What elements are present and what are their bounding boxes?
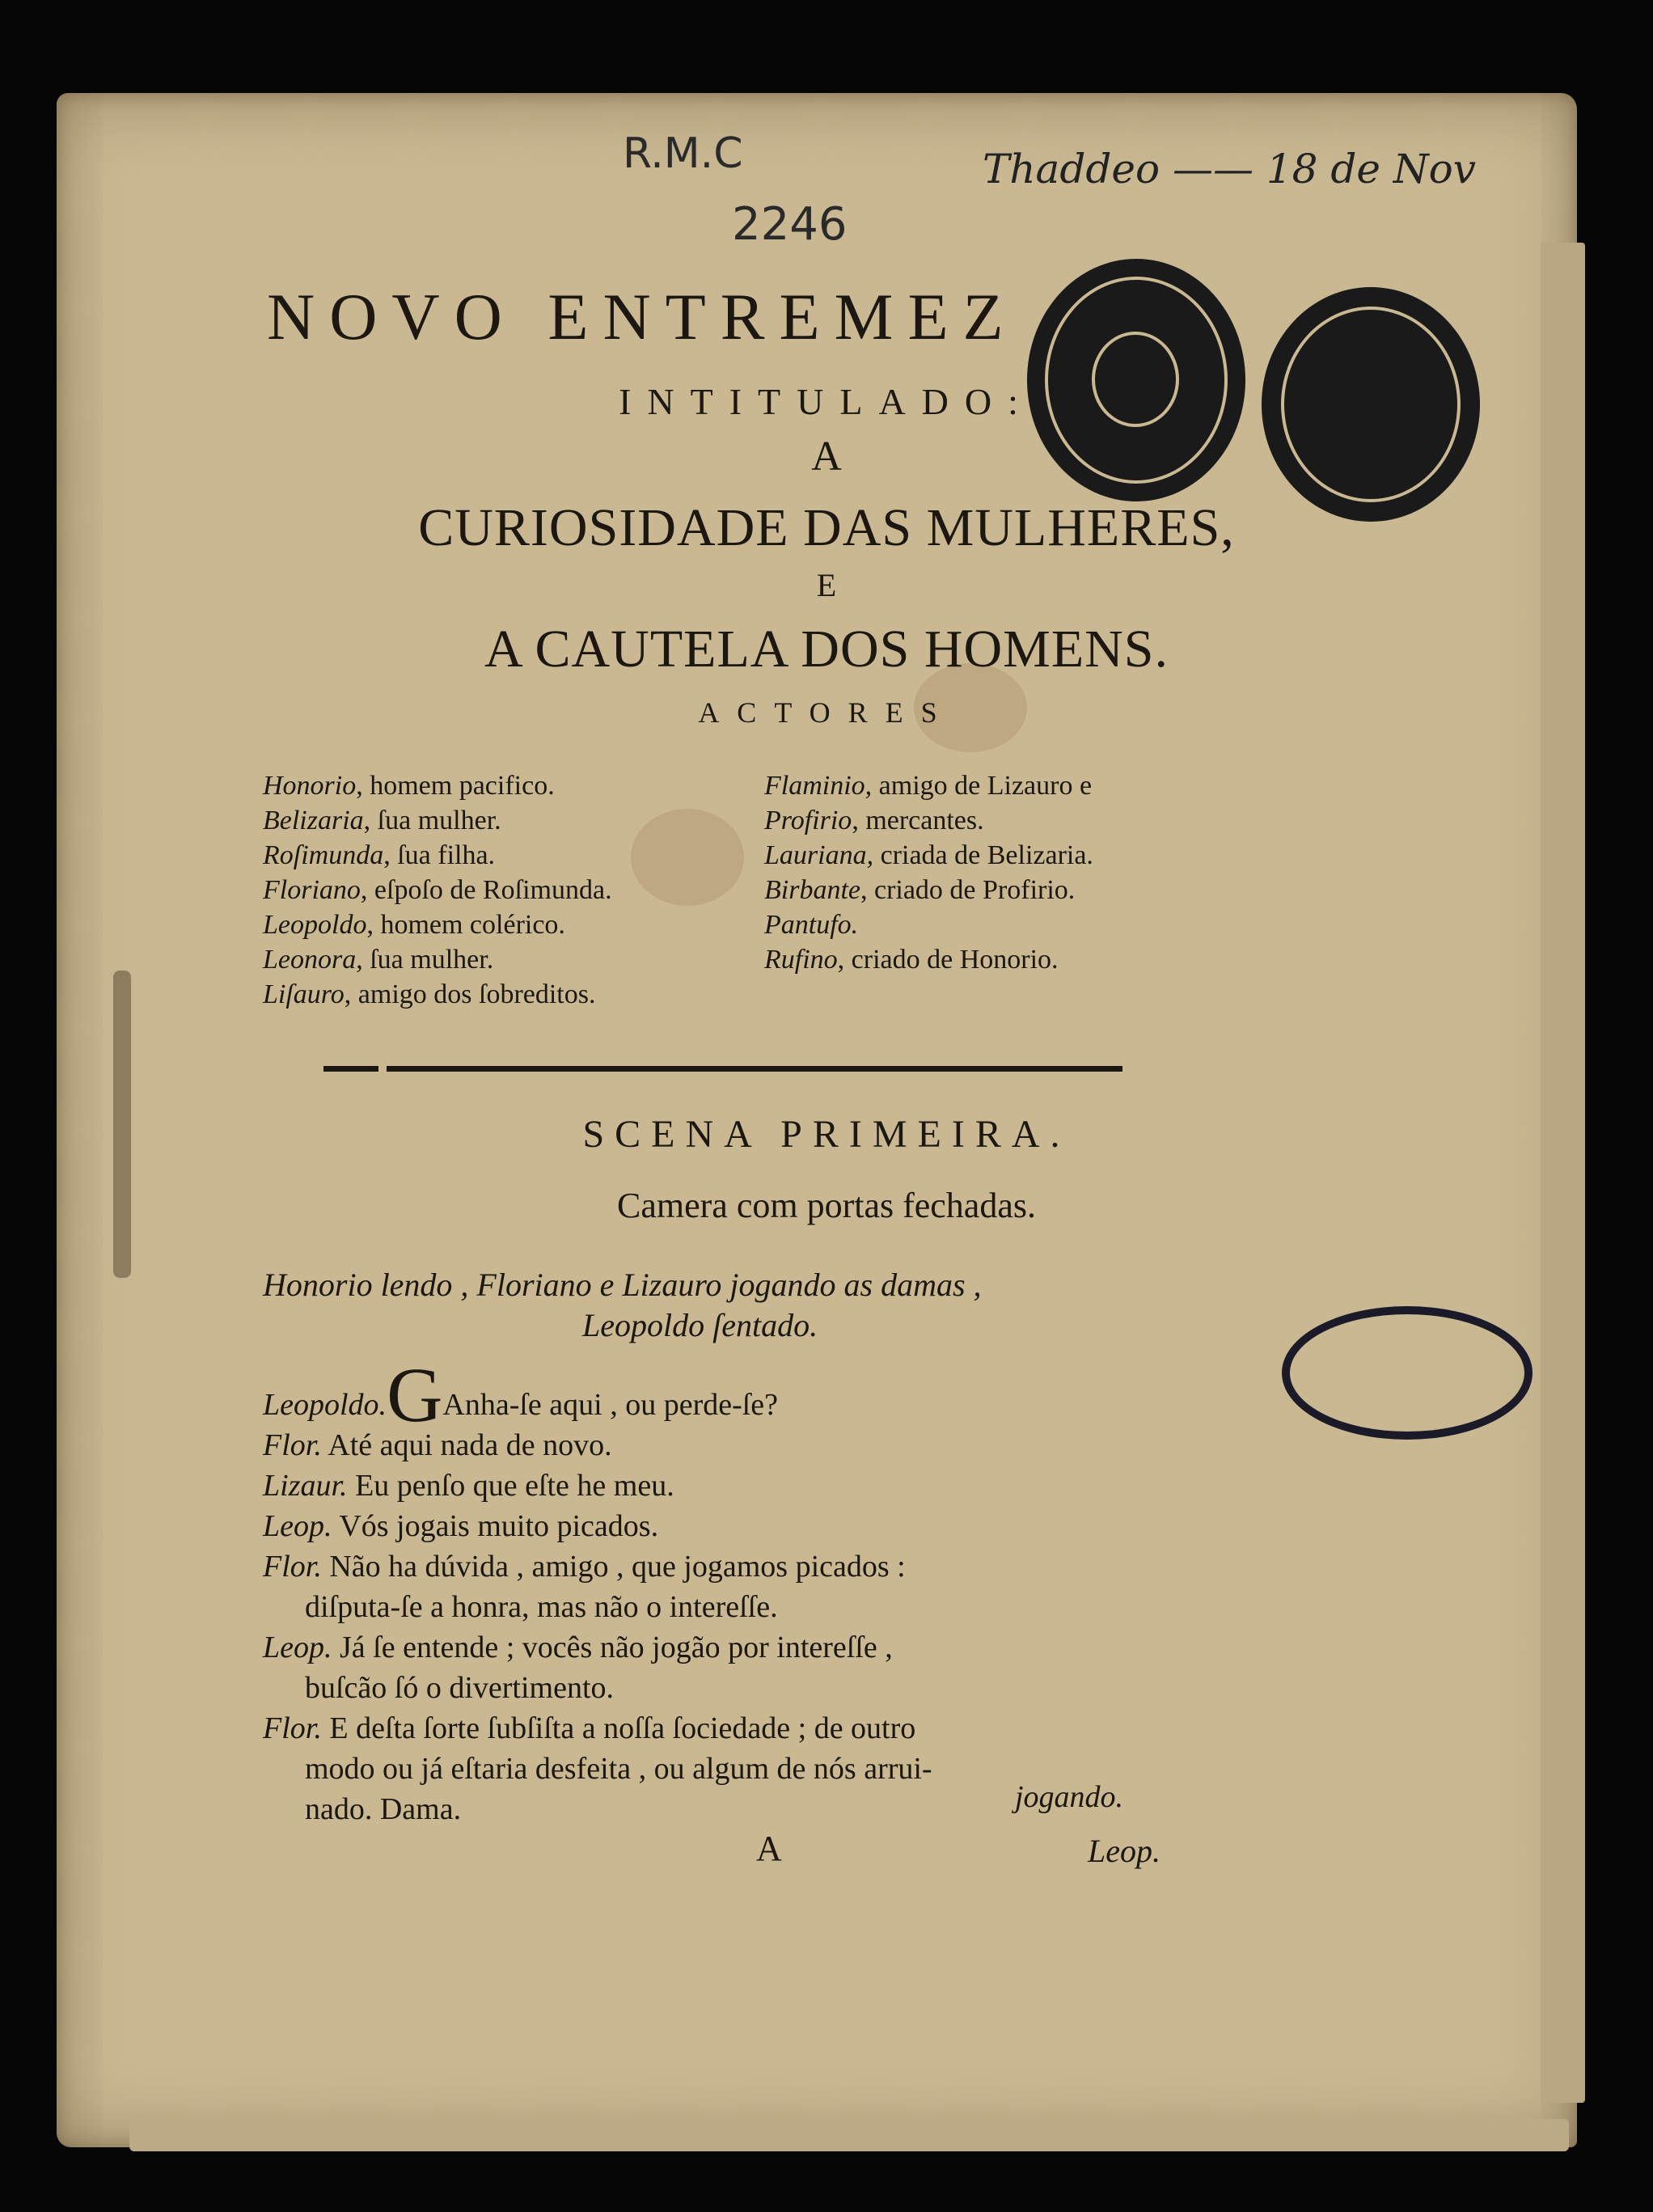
title-line-2: INTITULADO: [619,381,1034,422]
stage-note: jogando. [1015,1780,1124,1814]
dialogue-line: Flor. E deſta ſorte ſubſiſta a noſſa ſociedade ; de outro [263,1711,916,1745]
title-line-1: NOVO ENTREMEZ [267,280,1018,353]
dialogue-block [263,1351,1209,1829]
cast-entry: Liſauro, amigo dos ſobreditos. [263,979,596,1009]
signature-mark: A [756,1829,782,1868]
stage-direction: Honorio lendo , Floriano e Lizauro jogando as damas , [263,1267,982,1303]
cast-entry: Lauriana, criada de Belizaria. [764,840,1093,870]
catchword: Leop. [1088,1833,1160,1869]
handwritten-shelfmark: R.M.C [623,129,743,178]
scene-place: Camera com portas fechadas. [617,1186,1036,1225]
dialogue-line: buſcão ſó o divertimento. [305,1671,615,1705]
cast-entry: Profirio, mercantes. [764,806,984,835]
actors-heading: ACTORES [698,696,955,729]
dialogue-line: Leop. Já ſe entende ; vocês não jogão por intereſſe , [263,1630,893,1664]
title-line-5: E [816,567,837,603]
dialogue-line: Leopoldo.GAnha-ſe aqui , ou perde-ſe? [263,1351,779,1438]
cast-entry: Belizaria, ſua mulher. [263,806,501,835]
dialogue-line: nado. Dama. [305,1792,462,1826]
stage-direction: Leopoldo ſentado. [582,1307,818,1343]
cast-entry: Honorio, homem pacifico. [263,771,555,801]
dialogue-line: Lizaur. Eu penſo que eſte he meu. [263,1469,674,1503]
oval-ownership-stamp [1282,1306,1533,1440]
cast-list-left [263,768,612,1012]
dialogue-line: modo ou já eſtaria desfeita , ou algum de nós arrui- [305,1752,932,1786]
dialogue-line: Flor. Até aqui nada de novo. [263,1428,612,1462]
handwritten-note: Thaddeo —— 18 de Nov [983,146,1476,192]
scene-heading: SCENA PRIMEIRA. [582,1113,1071,1156]
page-edge-bottom [129,2119,1569,2151]
drop-capital: G [387,1351,443,1438]
divider-rule [387,1066,1122,1072]
title-line-4: CURIOSIDADE DAS MULHERES, [418,498,1235,557]
cast-entry: Flaminio, amigo de Lizauro e [764,771,1093,801]
cast-entry: Roſimunda, ſua filha. [263,840,496,870]
handwritten-number: 2246 [732,198,848,251]
cast-entry: Leonora, ſua mulher. [263,945,494,975]
dialogue-line: diſputa-ſe a honra, mas não o intereſſe. [305,1590,778,1624]
cast-entry: Birbante, criado de Profirio. [764,875,1076,905]
dialogue-line: Flor. Não ha dúvida , amigo , que jogamos picados : [263,1550,906,1584]
title-line-3: A [811,434,842,480]
cast-entry: Leopoldo, homem colérico. [263,910,565,940]
cast-entry: Rufino, criado de Honorio. [764,945,1059,975]
title-line-6: A CAUTELA DOS HOMENS. [484,620,1169,679]
cast-list-right [764,768,1093,977]
cast-entry: Floriano, eſpoſo de Roſimunda. [263,875,612,905]
paper-stain [631,809,744,906]
cast-entry: Pantufo. [764,910,859,940]
dialogue-line: Leop. Vós jogais muito picados. [263,1509,659,1543]
divider-rule [323,1066,378,1072]
